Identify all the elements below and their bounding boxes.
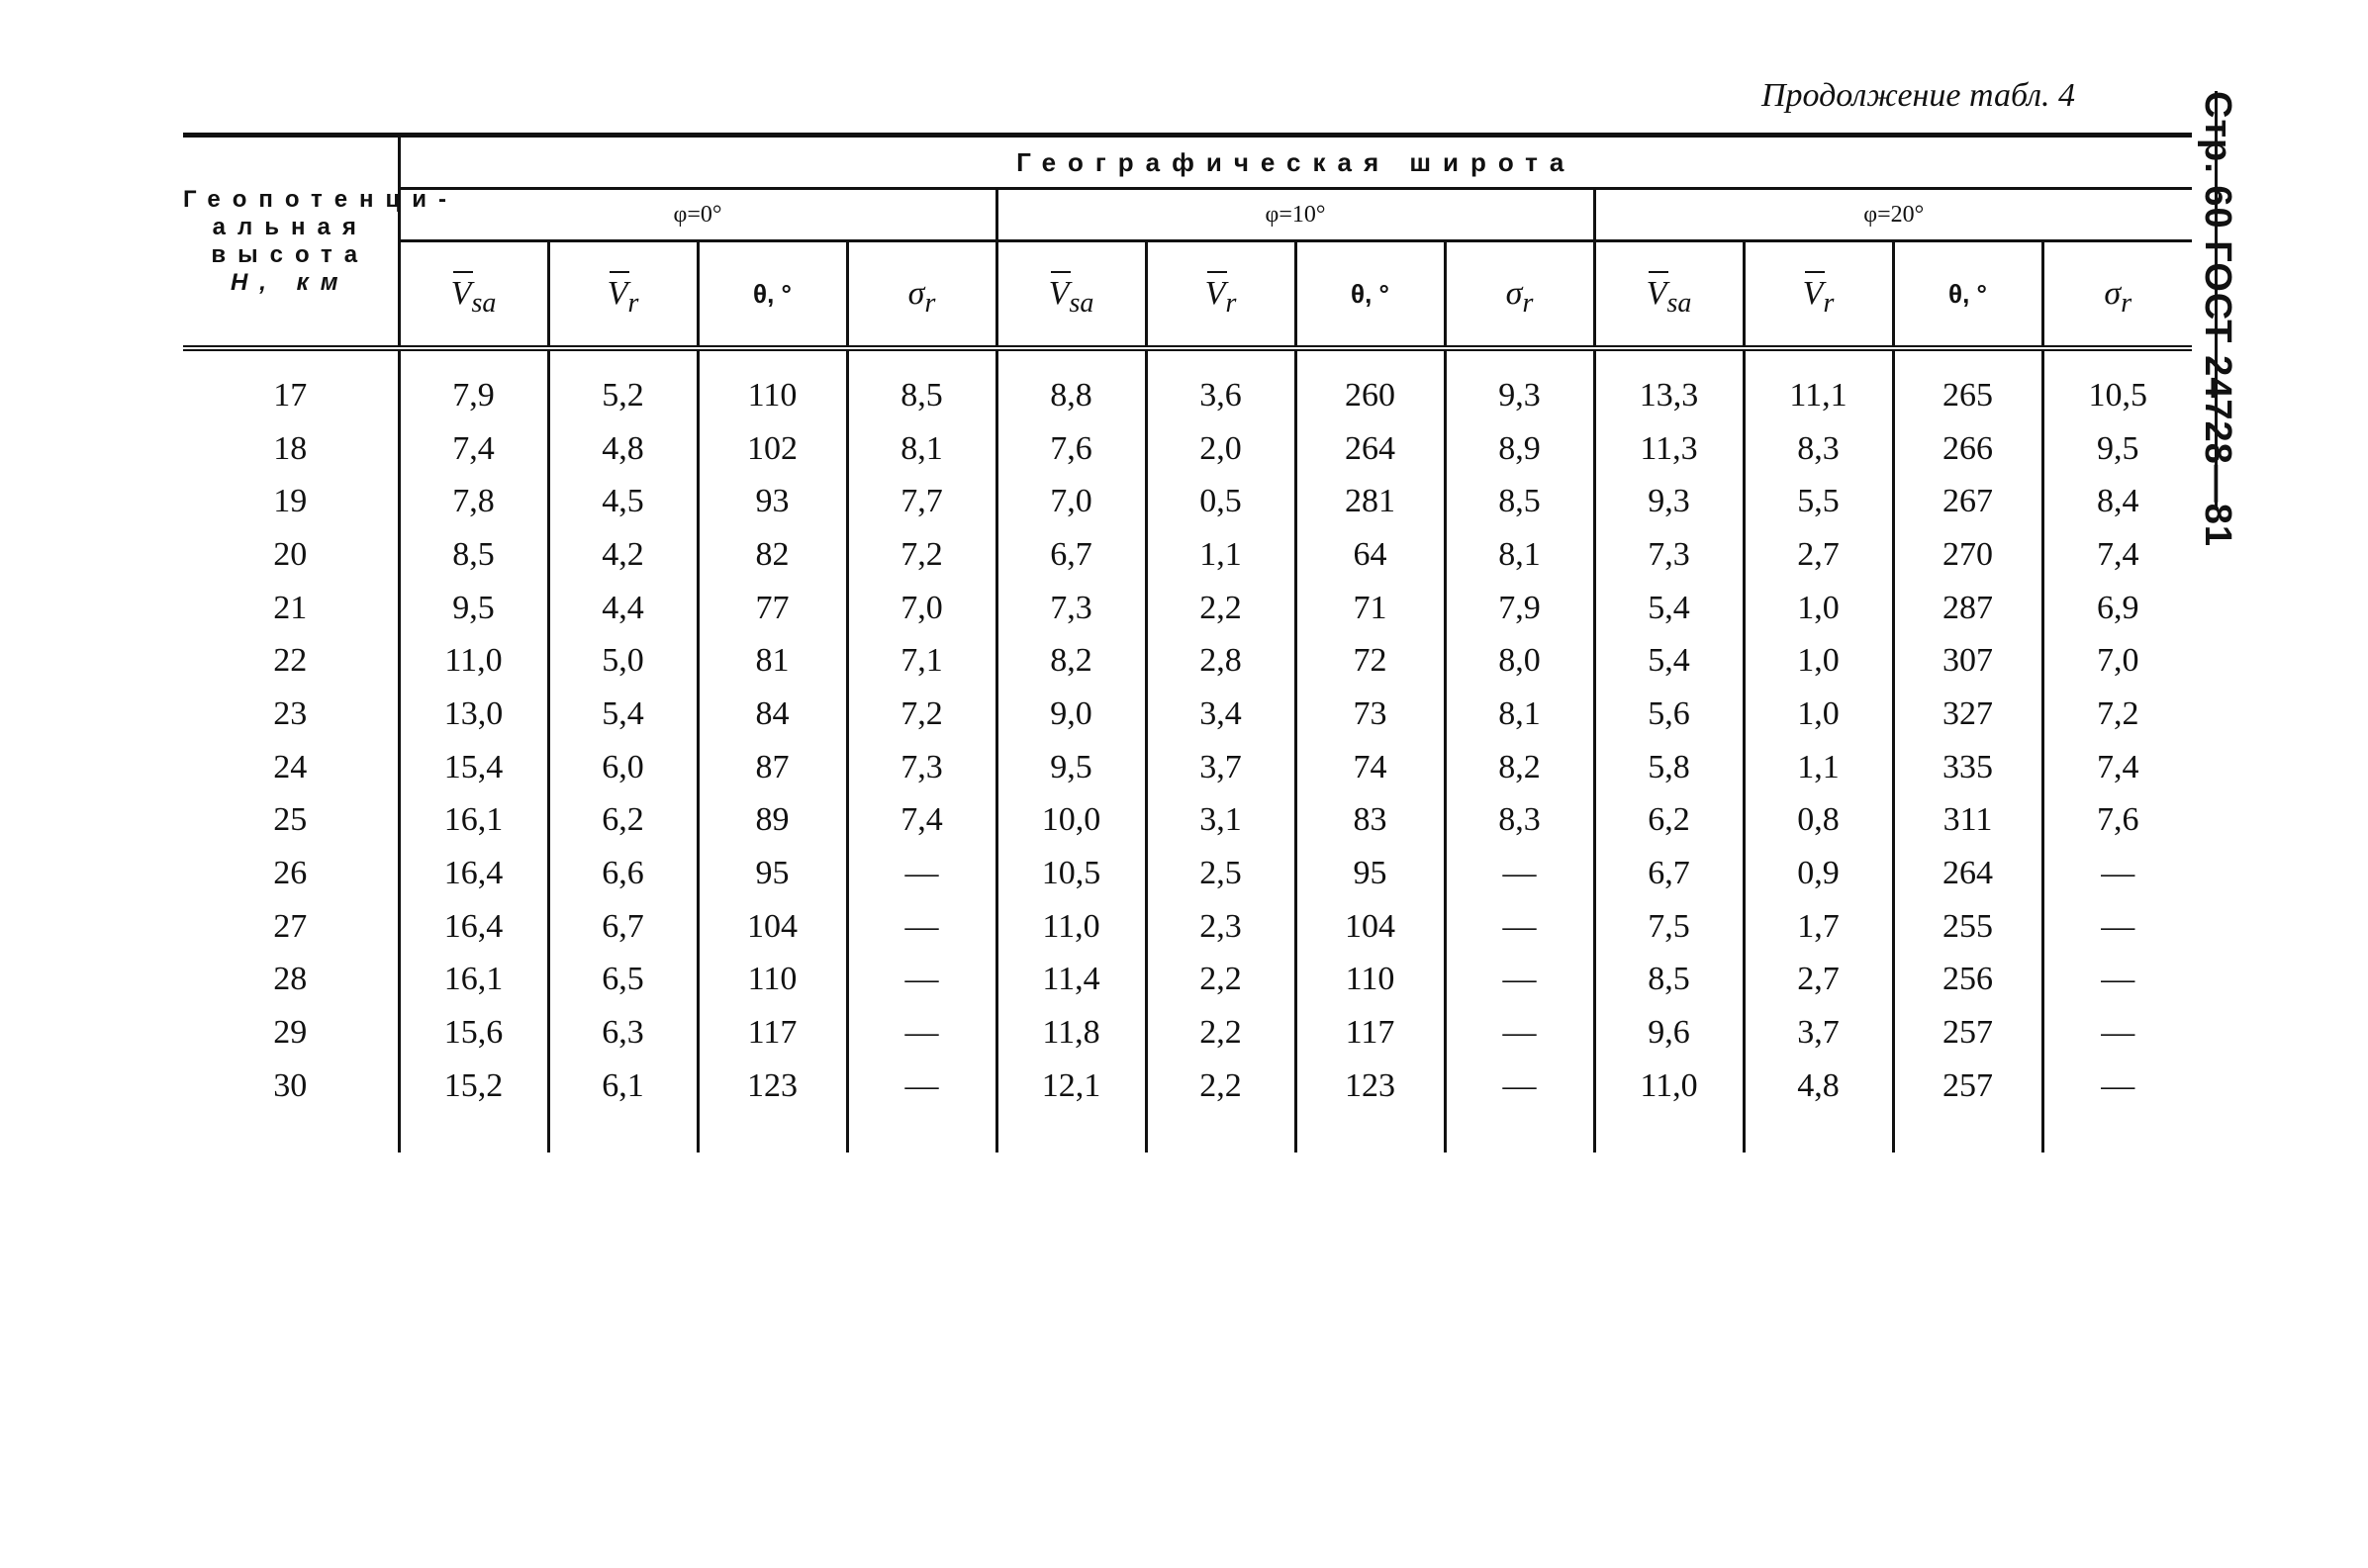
value-cell: 77 (698, 582, 847, 635)
value-cell: 2,2 (1146, 582, 1295, 635)
value-cell: 0,5 (1146, 475, 1295, 528)
value-cell: — (847, 900, 996, 954)
value-cell: 13,0 (399, 688, 548, 741)
value-cell: 73 (1295, 688, 1445, 741)
value-cell: 281 (1295, 475, 1445, 528)
value-cell: 5,4 (548, 688, 698, 741)
value-cell: — (2042, 1060, 2192, 1113)
table-row (183, 582, 2192, 635)
value-cell: 7,6 (996, 422, 1146, 476)
value-cell: 95 (1295, 847, 1445, 900)
value-cell: 11,3 (1594, 422, 1744, 476)
value-cell: 9,5 (996, 741, 1146, 794)
value-cell: 9,5 (2042, 422, 2192, 476)
value-cell: 83 (1295, 794, 1445, 848)
value-cell: 8,2 (1445, 741, 1594, 794)
value-cell: 15,6 (399, 1006, 548, 1060)
value-cell: 11,1 (1744, 369, 1893, 422)
value-cell: 266 (1893, 422, 2042, 476)
data-table-container (183, 133, 2192, 1153)
value-cell: 2,3 (1146, 900, 1295, 954)
value-cell: 6,2 (1594, 794, 1744, 848)
value-cell: 270 (1893, 528, 2042, 582)
value-cell: 4,4 (548, 582, 698, 635)
value-cell: 72 (1295, 634, 1445, 688)
value-cell: 5,8 (1594, 741, 1744, 794)
height-cell: 24 (183, 741, 399, 794)
value-cell: 8,1 (1445, 528, 1594, 582)
value-cell: 117 (698, 1006, 847, 1060)
value-cell: 102 (698, 422, 847, 476)
value-cell: 2,8 (1146, 634, 1295, 688)
value-cell: 1,0 (1744, 634, 1893, 688)
value-cell: 7,4 (399, 422, 548, 476)
value-cell: 74 (1295, 741, 1445, 794)
value-cell: 5,4 (1594, 634, 1744, 688)
value-cell: 257 (1893, 1060, 2042, 1113)
value-cell: 7,3 (847, 741, 996, 794)
value-cell: 15,4 (399, 741, 548, 794)
value-cell: 7,9 (1445, 582, 1594, 635)
value-cell: — (2042, 954, 2192, 1007)
value-cell: 6,7 (548, 900, 698, 954)
value-cell: 267 (1893, 475, 2042, 528)
value-cell: 110 (1295, 954, 1445, 1007)
table-row (183, 688, 2192, 741)
value-cell: 11,8 (996, 1006, 1146, 1060)
height-cell: 26 (183, 847, 399, 900)
value-cell: 7,1 (847, 634, 996, 688)
value-cell: 9,0 (996, 688, 1146, 741)
value-cell: 8,4 (2042, 475, 2192, 528)
value-cell: 15,2 (399, 1060, 548, 1113)
height-cell: 21 (183, 582, 399, 635)
value-cell: 10,5 (2042, 369, 2192, 422)
value-cell: 6,5 (548, 954, 698, 1007)
value-cell: 82 (698, 528, 847, 582)
value-cell: 11,0 (996, 900, 1146, 954)
page-label: Стр. 60 ГОСТ 24728—81 (2197, 91, 2238, 548)
value-cell: 10,0 (996, 794, 1146, 848)
variable-header: $V_r$ (548, 241, 698, 349)
value-cell: 7,6 (2042, 794, 2192, 848)
value-cell: 3,7 (1146, 741, 1295, 794)
value-cell: 7,4 (2042, 528, 2192, 582)
value-cell: 6,9 (2042, 582, 2192, 635)
table-row (183, 741, 2192, 794)
value-cell: 335 (1893, 741, 2042, 794)
height-cell: 22 (183, 634, 399, 688)
value-cell: 104 (1295, 900, 1445, 954)
value-cell: 307 (1893, 634, 2042, 688)
value-cell: — (2042, 900, 2192, 954)
value-cell: 117 (1295, 1006, 1445, 1060)
value-cell: 12,1 (996, 1060, 1146, 1113)
value-cell: 9,3 (1594, 475, 1744, 528)
value-cell: 1,0 (1744, 688, 1893, 741)
value-cell: 7,3 (1594, 528, 1744, 582)
value-cell: 311 (1893, 794, 2042, 848)
value-cell: 7,4 (847, 794, 996, 848)
height-cell: 29 (183, 1006, 399, 1060)
value-cell: — (847, 954, 996, 1007)
value-cell: 2,2 (1146, 954, 1295, 1007)
height-cell: 25 (183, 794, 399, 848)
table-row (183, 1060, 2192, 1113)
value-cell: 8,2 (996, 634, 1146, 688)
value-cell: 260 (1295, 369, 1445, 422)
value-cell: 7,2 (847, 688, 996, 741)
value-cell: 5,6 (1594, 688, 1744, 741)
latitude-group-header: φ=10° (996, 189, 1594, 241)
value-cell: 4,8 (548, 422, 698, 476)
value-cell: 8,5 (1445, 475, 1594, 528)
value-cell: 10,5 (996, 847, 1146, 900)
value-cell: 9,3 (1445, 369, 1594, 422)
table-row (183, 528, 2192, 582)
value-cell: 265 (1893, 369, 2042, 422)
table-row (183, 422, 2192, 476)
value-cell: 11,0 (399, 634, 548, 688)
value-cell: 8,5 (1594, 954, 1744, 1007)
value-cell: 6,6 (548, 847, 698, 900)
variable-header: $V_r$ (1146, 241, 1295, 349)
height-cell: 20 (183, 528, 399, 582)
value-cell: 7,4 (2042, 741, 2192, 794)
variable-header: $\sigma_r$ (847, 241, 996, 349)
value-cell: 264 (1295, 422, 1445, 476)
height-cell: 18 (183, 422, 399, 476)
variable-header: $\sigma_r$ (1445, 241, 1594, 349)
value-cell: 7,5 (1594, 900, 1744, 954)
value-cell: 16,4 (399, 900, 548, 954)
value-cell: 4,5 (548, 475, 698, 528)
data-table (183, 133, 2192, 1153)
value-cell: 327 (1893, 688, 2042, 741)
value-cell: 257 (1893, 1006, 2042, 1060)
value-cell: 3,1 (1146, 794, 1295, 848)
variable-header: $V_{sa}$ (996, 241, 1146, 349)
value-cell: 9,6 (1594, 1006, 1744, 1060)
value-cell: — (2042, 1006, 2192, 1060)
value-cell: 11,0 (1594, 1060, 1744, 1113)
variable-header: θ, ° (1893, 241, 2042, 349)
value-cell: 4,8 (1744, 1060, 1893, 1113)
table-row (183, 954, 2192, 1007)
value-cell: 1,1 (1744, 741, 1893, 794)
value-cell: — (1445, 1006, 1594, 1060)
value-cell: 8,5 (847, 369, 996, 422)
table-row (183, 1006, 2192, 1060)
value-cell: — (1445, 900, 1594, 954)
value-cell: 8,5 (399, 528, 548, 582)
value-cell: 5,4 (1594, 582, 1744, 635)
value-cell: 9,5 (399, 582, 548, 635)
value-cell: 3,4 (1146, 688, 1295, 741)
value-cell: 5,0 (548, 634, 698, 688)
value-cell: 6,1 (548, 1060, 698, 1113)
height-cell: 27 (183, 900, 399, 954)
value-cell: 2,0 (1146, 422, 1295, 476)
latitude-header: Географическая широта (399, 138, 2192, 189)
value-cell: 0,9 (1744, 847, 1893, 900)
latitude-group-header: φ=20° (1594, 189, 2192, 241)
value-cell: 8,3 (1445, 794, 1594, 848)
value-cell: 6,3 (548, 1006, 698, 1060)
value-cell: — (1445, 847, 1594, 900)
value-cell: 7,0 (2042, 634, 2192, 688)
value-cell: 3,7 (1744, 1006, 1893, 1060)
latitude-group-header: φ=0° (399, 189, 996, 241)
height-cell: 23 (183, 688, 399, 741)
value-cell: 2,2 (1146, 1006, 1295, 1060)
variable-header: $V_{sa}$ (1594, 241, 1744, 349)
value-cell: 16,4 (399, 847, 548, 900)
value-cell: 8,9 (1445, 422, 1594, 476)
value-cell: 1,0 (1744, 582, 1893, 635)
value-cell: 7,7 (847, 475, 996, 528)
value-cell: 8,0 (1445, 634, 1594, 688)
value-cell: 256 (1893, 954, 2042, 1007)
value-cell: 287 (1893, 582, 2042, 635)
height-cell: 17 (183, 369, 399, 422)
value-cell: 7,2 (2042, 688, 2192, 741)
variable-header: $V_{sa}$ (399, 241, 548, 349)
value-cell: 7,3 (996, 582, 1146, 635)
value-cell: 16,1 (399, 954, 548, 1007)
value-cell: 2,2 (1146, 1060, 1295, 1113)
value-cell: — (847, 847, 996, 900)
table-row (183, 475, 2192, 528)
value-cell: 87 (698, 741, 847, 794)
variable-header: $V_r$ (1744, 241, 1893, 349)
value-cell: 8,8 (996, 369, 1146, 422)
value-cell: 5,2 (548, 369, 698, 422)
value-cell: 8,3 (1744, 422, 1893, 476)
value-cell: 1,1 (1146, 528, 1295, 582)
value-cell: 0,8 (1744, 794, 1893, 848)
value-cell: 6,7 (1594, 847, 1744, 900)
height-cell: 19 (183, 475, 399, 528)
variable-header: θ, ° (698, 241, 847, 349)
value-cell: — (1445, 954, 1594, 1007)
variable-header: θ, ° (1295, 241, 1445, 349)
value-cell: 71 (1295, 582, 1445, 635)
value-cell: 16,1 (399, 794, 548, 848)
value-cell: 2,7 (1744, 954, 1893, 1007)
value-cell: 84 (698, 688, 847, 741)
value-cell: 264 (1893, 847, 2042, 900)
value-cell: — (1445, 1060, 1594, 1113)
value-cell: 7,0 (996, 475, 1146, 528)
height-column-header: Геопотенци- альная высота H, км (183, 138, 399, 348)
variable-header: $\sigma_r$ (2042, 241, 2192, 349)
table-row (183, 369, 2192, 422)
table-row (183, 847, 2192, 900)
value-cell: 11,4 (996, 954, 1146, 1007)
value-cell: 6,2 (548, 794, 698, 848)
value-cell: 123 (698, 1060, 847, 1113)
height-cell: 30 (183, 1060, 399, 1113)
value-cell: 93 (698, 475, 847, 528)
value-cell: 2,5 (1146, 847, 1295, 900)
value-cell: 123 (1295, 1060, 1445, 1113)
value-cell: 5,5 (1744, 475, 1893, 528)
value-cell: 7,0 (847, 582, 996, 635)
value-cell: — (847, 1060, 996, 1113)
value-cell: 95 (698, 847, 847, 900)
value-cell: 64 (1295, 528, 1445, 582)
value-cell: 3,6 (1146, 369, 1295, 422)
table-row (183, 900, 2192, 954)
value-cell: 104 (698, 900, 847, 954)
value-cell: 7,9 (399, 369, 548, 422)
value-cell: 81 (698, 634, 847, 688)
value-cell: 110 (698, 369, 847, 422)
value-cell: 255 (1893, 900, 2042, 954)
value-cell: 89 (698, 794, 847, 848)
value-cell: 8,1 (1445, 688, 1594, 741)
value-cell: 6,7 (996, 528, 1146, 582)
table-row (183, 794, 2192, 848)
height-cell: 28 (183, 954, 399, 1007)
value-cell: 6,0 (548, 741, 698, 794)
value-cell: 13,3 (1594, 369, 1744, 422)
value-cell: 2,7 (1744, 528, 1893, 582)
table-caption: Продолжение табл. 4 (1761, 77, 2076, 114)
value-cell: — (2042, 847, 2192, 900)
value-cell: 8,1 (847, 422, 996, 476)
value-cell: 7,8 (399, 475, 548, 528)
value-cell: 4,2 (548, 528, 698, 582)
value-cell: 1,7 (1744, 900, 1893, 954)
value-cell: — (847, 1006, 996, 1060)
table-row (183, 634, 2192, 688)
value-cell: 110 (698, 954, 847, 1007)
value-cell: 7,2 (847, 528, 996, 582)
